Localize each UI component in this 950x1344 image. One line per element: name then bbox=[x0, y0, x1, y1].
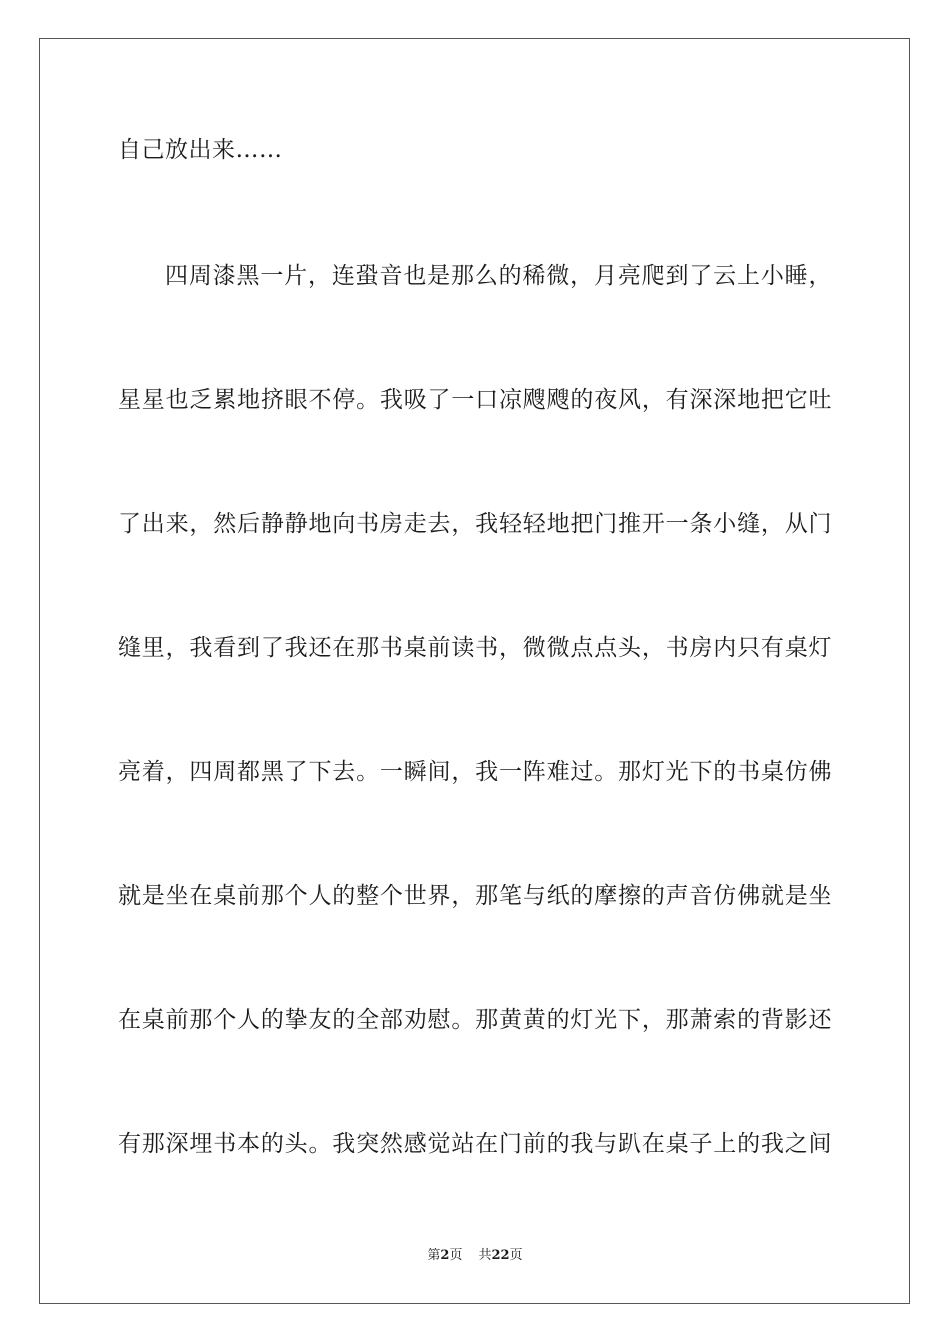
paragraph-first-line: 四周漆黑一片，连蛩音也是那么的稀微，月亮爬到了云上小睡， bbox=[165, 263, 832, 289]
text-line: 在桌前那个人的挚友的全部劝慰。那黄黄的灯光下，那萧索的背影还 bbox=[118, 1007, 832, 1033]
page-suffix: 页 bbox=[449, 1248, 463, 1263]
text-line: 了出来，然后静静地向书房走去，我轻轻地把门推开一条小缝，从门 bbox=[118, 511, 832, 537]
page-footer bbox=[0, 1247, 950, 1265]
page-number: 2 bbox=[440, 1248, 450, 1263]
text-line: 亮着，四周都黑了下去。一瞬间，我一阵难过。那灯光下的书桌仿佛 bbox=[118, 759, 832, 785]
text-line: 有那深埋书本的头。我突然感觉站在门前的我与趴在桌子上的我之间 bbox=[118, 1131, 832, 1157]
total-pages: 22 bbox=[491, 1248, 510, 1263]
page-border bbox=[39, 38, 910, 1304]
total-prefix: 共 bbox=[478, 1248, 492, 1263]
text-line: 就是坐在桌前那个人的整个世界，那笔与纸的摩擦的声音仿佛就是坐 bbox=[118, 883, 832, 909]
text-line: 缝里，我看到了我还在那书桌前读书，微微点点头，书房内只有桌灯 bbox=[118, 635, 832, 661]
text-line: 自己放出来…… bbox=[118, 137, 283, 163]
page-prefix: 第 bbox=[427, 1248, 441, 1263]
text-line: 星星也乏累地挤眼不停。我吸了一口凉飕飕的夜风，有深深地把它吐 bbox=[118, 387, 832, 413]
total-suffix: 页 bbox=[509, 1248, 523, 1263]
